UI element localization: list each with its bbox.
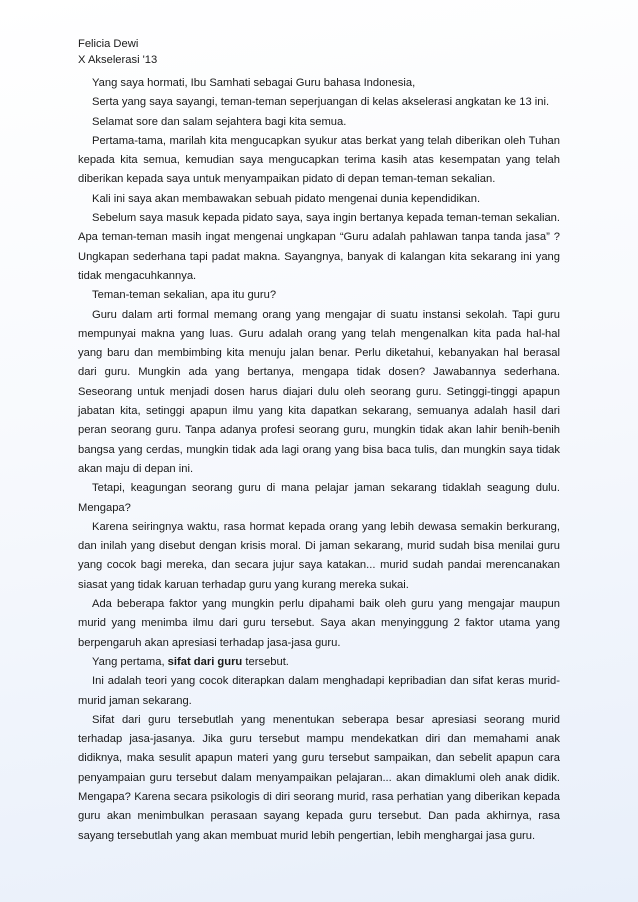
paragraph: Guru dalam arti formal memang orang yang mengajar di suatu instansi sekolah. Tapi guru mempunyai makna yang luas. Guru adalah orang yang telah mengenalkan kita pada hal-hal yang baru dan membimbing kita menuju jalan benar. Perlu diketahui, kebanyakan hal berasal dari guru. Mungkin ada yang bertanya, mengapa tidak dosen? Jawabannya sederhana. Seseorang untuk menjadi dosen harus diajari dulu oleh seorang guru. Setinggi-tinggi apapun jabatan kita, setinggi apapun ilmu yang kita dapatkan sekarang, semuanya adalah hasil dari peran seorang guru. Tanpa adanya profesi seorang guru, mungkin tidak akan lahir benih-benih bangsa yang cerdas, mungkin tidak ada lagi orang yang bisa baca tulis, dan mungkin saya tidak akan maju di depan ini. (78, 308, 560, 475)
paragraph: Sifat dari guru tersebutlah yang menentukan seberapa besar apresiasi seorang murid terhadap jasa-jasanya. Jika guru tersebut mampu mendekatkan diri dan memahami anak didiknya, maka sesulit apapun materi yang guru tersebut sampaikan, dan sebelit apapun cara penyampaian guru tersebut dalam menyampaikan pelajaran... akan dimaklumi oleh anak didik. Mengapa? Karena secara psikologis di diri seorang murid, rasa perhatian yang diberikan kepada guru akan menimbulkan perasaan sayang kepada guru tersebut. Dan pada akhirnya, rasa sayang tersebutlah yang akan membuat murid lebih pengertian, lebih menghargai jasa guru. (78, 713, 560, 842)
paragraph: Serta yang saya sayangi, teman-teman seperjuangan di kelas akselerasi angkatan ke 13 ini. (92, 96, 550, 109)
paragraph: Karena seiringnya waktu, rasa hormat kepada orang yang lebih dewasa semakin berkurang, dan inilah yang disebut dengan krisis moral. Di jaman sekarang, murid sudah bisa menilai guru yang cocok bagi mereka, dan secara jujur saya katakan... murid sudah pandai merencanakan siasat yang tidak karuan terhadap guru yang kurang mereka sukai. (78, 520, 560, 591)
point-suffix: tersebut. (242, 655, 289, 668)
author-name: Felicia Dewi (78, 38, 139, 50)
paragraph: Selamat sore dan salam sejahtera bagi kita semua. (92, 115, 347, 128)
paragraph: Yang saya hormati, Ibu Samhati sebagai Guru bahasa Indonesia, (92, 77, 416, 89)
paragraph: Tetapi, keagungan seorang guru di mana pelajar jaman sekarang tidaklah seagung dulu. Mengapa? (78, 482, 560, 514)
paragraph: Teman-teman sekalian, apa itu guru? (92, 289, 277, 302)
point-prefix: Yang pertama, (92, 655, 168, 668)
paragraph: Ini adalah teori yang cocok diterapkan dalam menghadapi kepribadian dan sifat keras murid-murid jaman sekarang. (78, 675, 560, 707)
point-bold-term: sifat dari guru (167, 655, 243, 668)
paragraph: Pertama-tama, marilah kita mengucapkan syukur atas berkat yang telah diberikan oleh Tuhan kepada kita semua, kemudian saya mengucapkan terima kasih atas kesempatan yang telah diberikan kepada saya untuk menyampaikan pidato di depan teman-teman sekalian. (78, 134, 560, 186)
author-block (78, 36, 560, 68)
paragraph: Sebelum saya masuk kepada pidato saya, saya ingin bertanya kepada teman-teman sekalian. Apa teman-teman masih ingat mengenai ungkapan “Guru adalah pahlawan tanpa tanda jasa” ? Ungkapan sederhana tapi padat makna. Sayangnya, banyak di kalangan kita sekarang ini yang tidak mengacuhkannya. (78, 212, 560, 282)
paragraph: Kali ini saya akan membawakan sebuah pidato mengenai dunia kependidikan. (92, 192, 481, 205)
speech-body (78, 74, 560, 846)
paragraph: Ada beberapa faktor yang mungkin perlu dipahami baik oleh guru yang mengajar maupun murid yang menimba ilmu dari guru tersebut. Saya akan menyinggung 2 faktor utama yang berpengaruh akan apresiasi terhadap jasa-jasa guru. (78, 598, 560, 649)
author-class: X Akselerasi '13 (78, 54, 158, 66)
paragraph-point-one (78, 653, 560, 672)
